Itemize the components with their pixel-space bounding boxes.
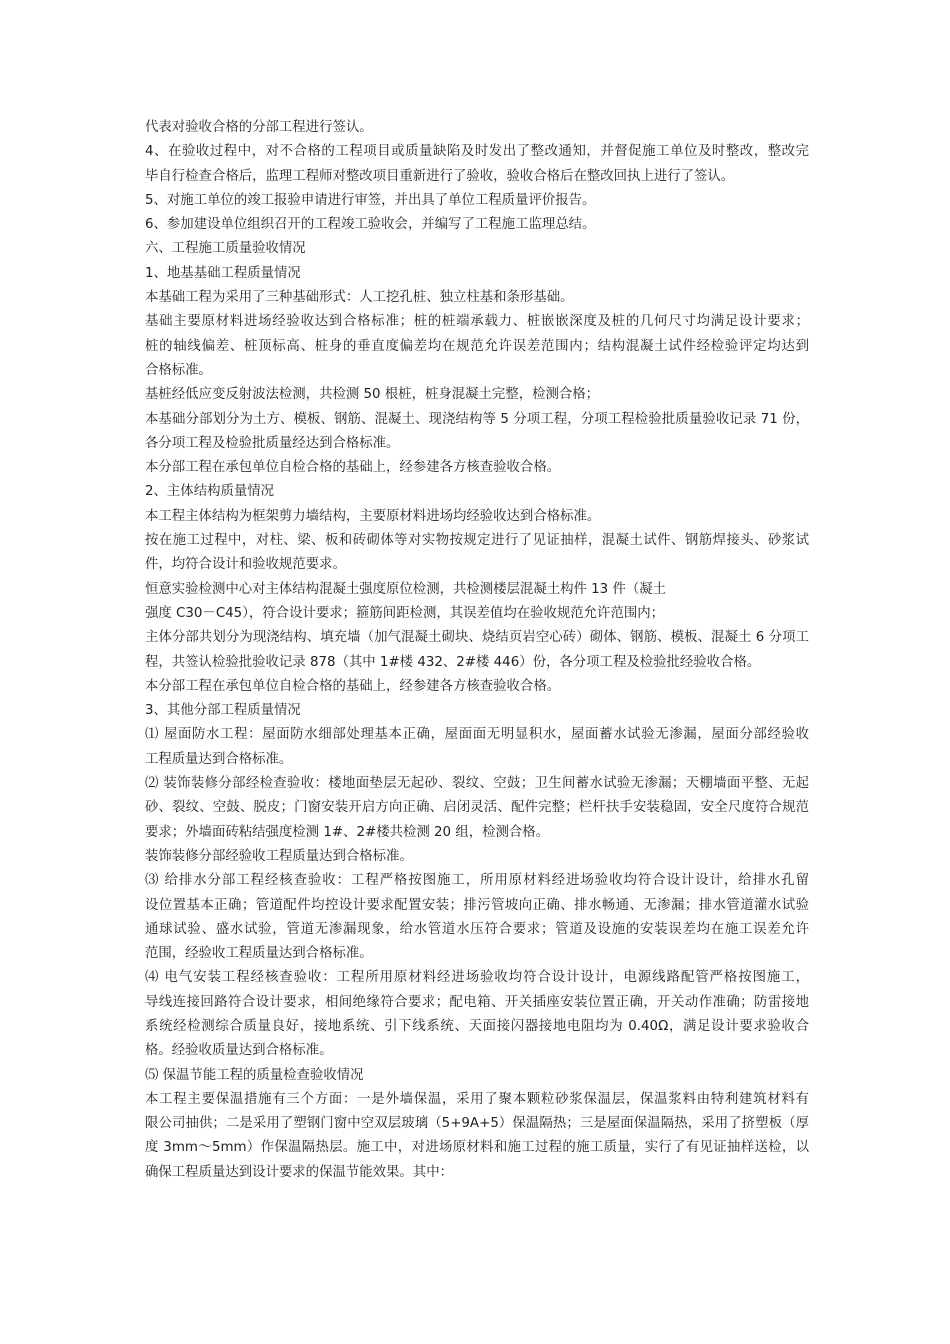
text-line: 代表对验收合格的分部工程进行签认。 bbox=[145, 120, 373, 135]
text-line: 装饰装修分部经验收工程质量达到合格标准。 bbox=[145, 848, 413, 864]
text-line: ⑸ 保温节能工程的质量检查验收情况 bbox=[145, 1067, 364, 1083]
text-line: 工程质量达到合格标准。 bbox=[145, 751, 293, 767]
text-line: 设位置基本正确；管道配件均控设计要求配置安装；排污管坡向正确、排水畅通、无渗漏；排水管道灌水试验 bbox=[145, 897, 809, 913]
text-line: 5、对施工单位的竣工报验申请进行审签，并出具了单位工程质量评价报告。 bbox=[145, 192, 596, 208]
text-line: ⑷ 电气安装工程经核查验收：工程所用原材料经进场验收均符合设计设计，电源线路配管严格按图施工， bbox=[145, 970, 809, 986]
text-line: 4、在验收过程中，对不合格的工程项目或质量缺陷及时发出了整改通知，并督促施工单位及时整改，整改完 bbox=[145, 144, 809, 160]
text-line: 主体分部共划分为现浇结构、填充墙（加气混凝土砌块、烧结页岩空心砖）砌体、钢筋、模板、混凝土 6 分项工 bbox=[145, 630, 809, 646]
document-page bbox=[145, 116, 809, 1185]
text-line: 恒意实验检测中心对主体结构混凝土强度原位检测，共检测楼层混凝土构件 13 件（凝土 bbox=[145, 581, 667, 597]
text-line: 要求；外墙面砖粘结强度检测 1#、2#楼共检测 20 组，检测合格。 bbox=[145, 824, 550, 840]
text-line: 桩的轴线偏差、桩顶标高、桩身的垂直度偏差均在规范允许误差范围内；结构混凝土试件经检验评定均达到 bbox=[145, 338, 809, 354]
text-line: 2、主体结构质量情况 bbox=[145, 484, 275, 500]
text-line: 本工程主体结构为框架剪力墙结构，主要原材料进场均经验收达到合格标准。 bbox=[145, 508, 601, 524]
text-line: 本基础工程为采用了三种基础形式：人工挖孔桩、独立柱基和条形基础。 bbox=[145, 290, 574, 306]
text-line: 限公司抽供；二是采用了塑钢门窗中空双层玻璃（5+9A+5）保温隔热；三是屋面保温隔热，采用了挤塑板（厚 bbox=[145, 1116, 809, 1132]
text-line: 强度 C30－C45），符合设计要求；箍筋间距检测，其误差值均在验收规范允许范围内； bbox=[145, 605, 665, 621]
text-line: 系统经检测综合质量良好，接地系统、引下线系统、天面接闪器接地电阻均为 0.40Ω，满足设计要求验收合 bbox=[145, 1018, 809, 1034]
text-line: 确保工程质量达到设计要求的保温节能效果。其中： bbox=[145, 1164, 453, 1180]
text-line: 毕自行检查合格后，监理工程师对整改项目重新进行了验收，验收合格后在整改回执上进行了签认。 bbox=[145, 168, 735, 184]
text-line: ⑵ 装饰装修分部经检查验收：楼地面垫层无起砂、裂纹、空鼓；卫生间蓄水试验无渗漏；天棚墙面平整、无起 bbox=[145, 776, 809, 792]
text-line: 基桩经低应变反射波法检测，共检测 50 根桩，桩身混凝土完整，检测合格； bbox=[145, 387, 600, 403]
text-line: 程，共签认检验批验收记录 878（其中 1#楼 432、2#楼 446）份，各分项工程及检验批经验收合格。 bbox=[145, 654, 761, 670]
text-line: 格。经验收质量达到合格标准。 bbox=[145, 1043, 333, 1059]
text-line: 按在施工过程中，对柱、梁、板和砖砌体等对实物按规定进行了见证抽样，混凝土试件、钢筋焊接头、砂浆试 bbox=[145, 533, 809, 549]
text-line: 基础主要原材料进场经验收达到合格标准；桩的桩端承载力、桩嵌嵌深度及桩的几何尺寸均满足设计要求； bbox=[145, 314, 809, 330]
text-line: 本分部工程在承包单位自检合格的基础上，经参建各方核查验收合格。 bbox=[145, 460, 561, 476]
text-line: 1、地基基础工程质量情况 bbox=[145, 265, 301, 281]
text-line: ⑴ 屋面防水工程：屋面防水细部处理基本正确，屋面面无明显积水，屋面蓄水试验无渗漏，屋面分部经验收 bbox=[145, 727, 809, 743]
text-line: 砂、裂纹、空鼓、脱皮；门窗安装开启方向正确、启闭灵活、配件完整；栏杆扶手安装稳固，安全尺度符合规范 bbox=[145, 800, 809, 816]
text-line: 六、工程施工质量验收情况 bbox=[145, 241, 306, 257]
text-line: 通球试验、盛水试验，管道无渗漏现象，给水管道水压符合要求；管道及设施的安装误差均在施工误差允许 bbox=[145, 921, 809, 937]
text-line: ⑶ 给排水分部工程经核查验收：工程严格按图施工，所用原材料经进场验收均符合设计设计，给排水孔留 bbox=[145, 873, 809, 889]
text-line: 度 3mm～5mm）作保温隔热层。施工中，对进场原材料和施工过程的施工质量，实行了有见证抽样送检，以 bbox=[145, 1140, 809, 1156]
text-line: 3、其他分部工程质量情况 bbox=[145, 703, 301, 719]
text-line: 本分部工程在承包单位自检合格的基础上，经参建各方核查验收合格。 bbox=[145, 678, 561, 694]
text-line: 6、参加建设单位组织召开的工程竣工验收会，并编写了工程施工监理总结。 bbox=[145, 217, 596, 233]
text-line: 本工程主要保温措施有三个方面：一是外墙保温，采用了聚本颗粒砂浆保温层，保温浆料由特利建筑材料有 bbox=[145, 1091, 809, 1107]
text-line: 件，均符合设计和验收规范要求。 bbox=[145, 557, 346, 573]
text-line: 本基础分部划分为土方、模板、钢筋、混凝土、现浇结构等 5 分项工程，分项工程检验批质量验收记录 71 份， bbox=[145, 411, 809, 427]
text-line: 范围，经验收工程质量达到合格标准。 bbox=[145, 946, 373, 962]
text-line: 导线连接回路符合设计要求，相间绝缘符合要求；配电箱、开关插座安装位置正确，开关动作准确；防雷接地 bbox=[145, 994, 809, 1010]
text-line: 各分项工程及检验批质量经达到合格标准。 bbox=[145, 435, 400, 451]
text-line: 合格标准。 bbox=[145, 362, 212, 378]
